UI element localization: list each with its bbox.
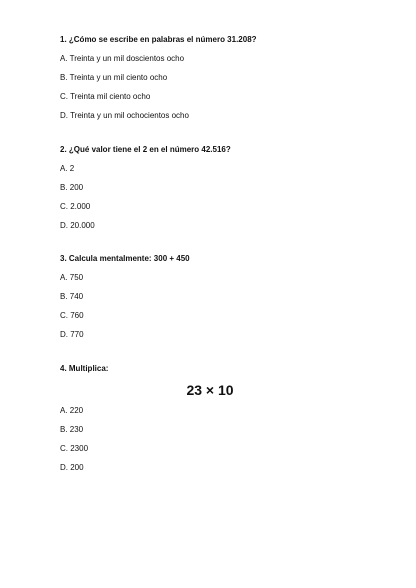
question-4-option-d: D. 200: [60, 463, 84, 472]
question-2: [60, 145, 380, 231]
question-1-option-d: D. Treinta y un mil ochocientos ocho: [60, 111, 189, 120]
question-4-title: 4. Multiplica:: [60, 364, 109, 373]
question-3-option-c: C. 760: [60, 311, 84, 320]
question-3: [60, 254, 380, 340]
question-2-option-c: C. 2.000: [60, 202, 91, 211]
question-4-option-a: A. 220: [60, 406, 84, 415]
question-4-option-b: B. 230: [60, 425, 84, 434]
multiplication-expression: 23 × 10: [186, 382, 234, 398]
question-3-option-a: A. 750: [60, 273, 84, 282]
question-2-option-d: D. 20.000: [60, 221, 95, 230]
question-1-title: 1. ¿Cómo se escribe en palabras el número 31.208?: [60, 35, 257, 44]
question-3-option-d: D. 770: [60, 330, 84, 339]
question-1-option-c: C. Treinta mil ciento ocho: [60, 92, 151, 101]
question-3-option-b: B. 740: [60, 292, 84, 301]
question-2-title: 2. ¿Qué valor tiene el 2 en el número 42.516?: [60, 145, 231, 154]
question-2-option-b: B. 200: [60, 183, 84, 192]
question-1: [60, 35, 380, 121]
question-2-option-a: A. 2: [60, 164, 75, 173]
question-1-option-a: A. Treinta y un mil doscientos ocho: [60, 54, 185, 63]
question-1-option-b: B. Treinta y un mil ciento ocho: [60, 73, 168, 82]
question-4: [60, 364, 380, 473]
question-4-option-c: C. 2300: [60, 444, 89, 453]
question-3-title: 3. Calcula mentalmente: 300 + 450: [60, 254, 190, 263]
